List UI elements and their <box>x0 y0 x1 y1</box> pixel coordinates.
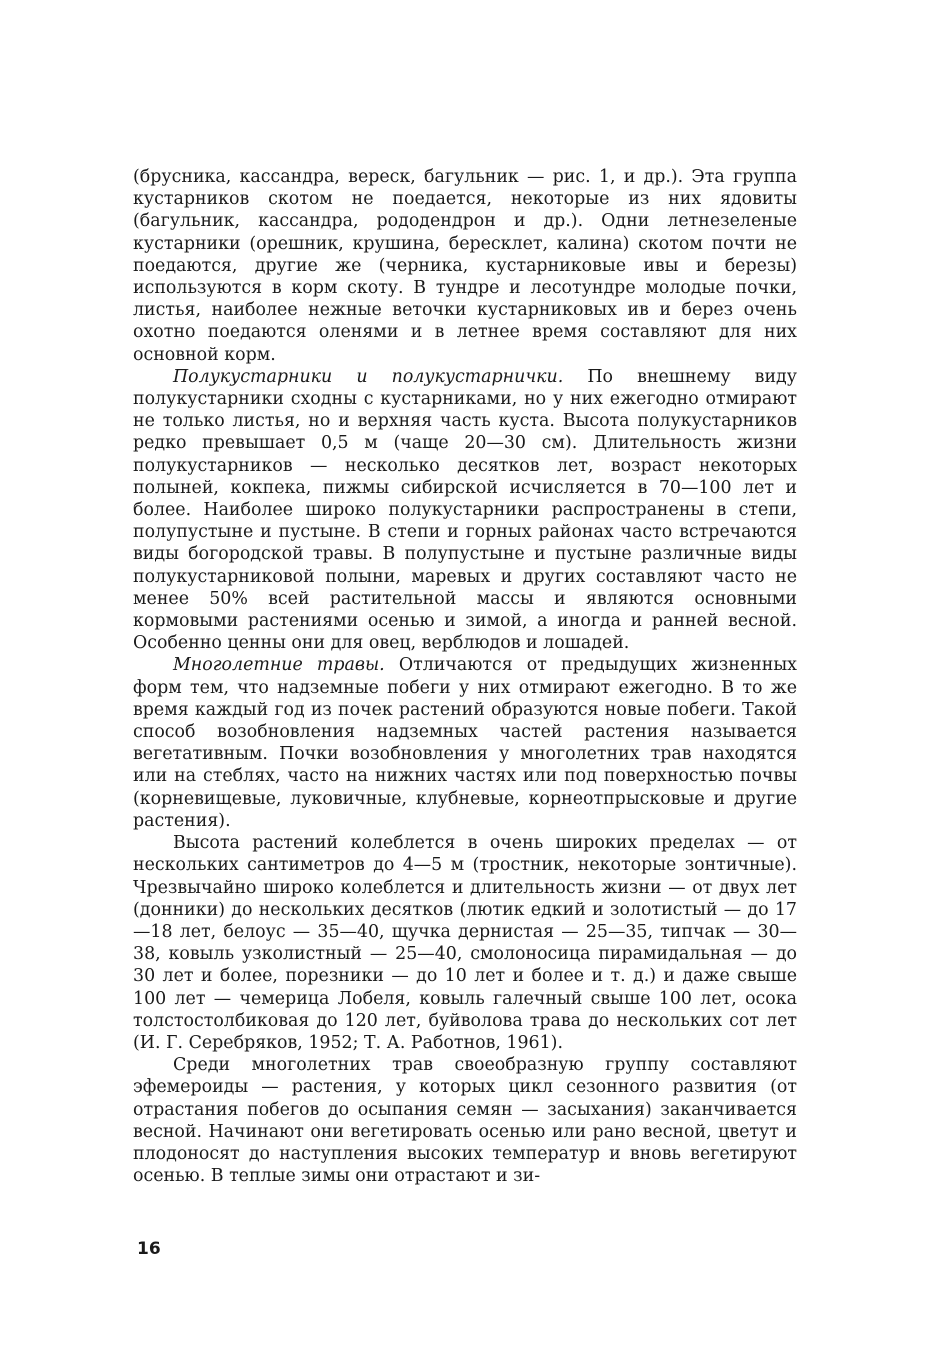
page-number: 16 <box>137 1239 161 1259</box>
paragraph-ephemeroids <box>133 1054 797 1187</box>
paragraph-semishrubs <box>133 366 797 655</box>
paragraph-text: (брусника, кассандра, вереск, багульник — рис. 1, и др.). Эта группа кустарников скотом не поедается, некоторые из них ядовиты (багульник, кассандра, рододендрон и др.). Одни летнезеленые кустарники (орешник, крушина, бересклет, калина) скотом почти не поедаются, другие же (черника, кустарниковые ивы и березы) используются в корм скоту. В тундре и лесотундре молодые почки, листья, наиболее нежные веточки кустарниковых ив и берез очень охотно поедаются оленями и в летнее время составляют для них основной корм. <box>133 167 797 365</box>
paragraph-shrubs-continued <box>133 166 797 366</box>
section-lead-perennial-herbs: Многолетние травы. <box>173 655 385 676</box>
paragraph-text: По внешнему виду полукустарники сходны с кустарниками, но у них ежегодно отмирают не только листья, но и верхняя часть куста. Высота полукустарников редко превышает 0,5 м (чаще 20—30 см). Длительность жизни полукустарников — несколько десятков лет, возраст некоторых полыней, кокпека, пижмы сибирской исчисляется в 70—100 лет и более. Наиболее широко полукустарники распространены в степи, полупустыне и пустыне. В степи и горных районах часто встречаются виды богородской травы. В полупустыне и пустыне различные виды полукустарниковой полыни, маревых и других составляют часто не менее 50% всей растительной массы и являются основными кормовыми растениями осенью и зимой, а иногда и ранней весной. Особенно ценны они для овец, верблюдов и лошадей. <box>133 366 797 654</box>
paragraph-perennial-herbs <box>133 654 797 832</box>
paragraph-text: Отличаются от предыдущих жизненных форм тем, что надземные побеги у них отмирают ежегодно. В то же время каждый год из почек растений образуются новые побеги. Такой способ возобновления надземных частей растения называется вегетативным. Почки возобновления у многолетних трав находятся или на стеблях, часто на нижних частях или под поверхностью почвы (корневищевые, луковичные, клубневые, корнеотпрысковые и другие растения). <box>133 655 797 831</box>
paragraph-text: Среди многолетних трав своеобразную группу составляют эфемероиды — растения, у которых цикл сезонного развития (от отрастания побегов до осыпания семян — засыхания) заканчивается весной. Начинают они вегетировать осенью или рано весной, цветут и плодоносят до наступления высоких температур и вновь вегетируют осенью. В теплые зимы они отрастают и зи- <box>133 1055 797 1187</box>
paragraph-plant-height <box>133 832 797 1054</box>
page-body <box>133 166 797 1187</box>
paragraph-text: Высота растений колеблется в очень широких пределах — от нескольких сантиметров до 4—5 м (тростник, некоторые зонтичные). Чрезвычайно широко колеблется и длительность жизни — от двух лет (донники) до нескольких десятков (лютик едкий и золотистый — до 17—18 лет, белоус — 35—40, щучка дернистая — 25—35, типчак — 30—38, ковыль узколистный — 25—40, смолоносица пирамидальная — до 30 лет и более, порезники — до 10 лет и более и т. д.) и даже свыше 100 лет — чемерица Лобеля, ковыль галечный свыше 100 лет, осока толстостолбиковая до 120 лет, буйволова трава до нескольких сот лет (И. Г. Серебряков, 1952; Т. А. Работнов, 1961). <box>133 833 797 1053</box>
section-lead-semishrubs: Полукустарники и полукустарнички. <box>173 366 564 387</box>
